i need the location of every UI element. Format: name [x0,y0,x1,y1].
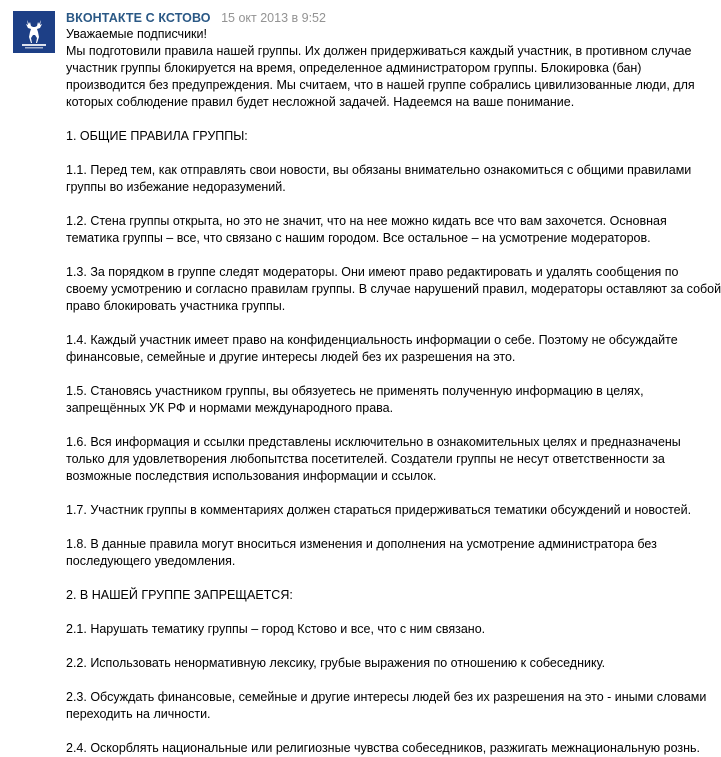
rule-line: 1.6. Вся информация и ссылки представлены исключительно в ознакомительных целях и предназначены [66,435,681,449]
group-avatar[interactable] [13,11,55,53]
intro-line: Мы подготовили правила нашей группы. Их должен придерживаться каждый участник, в противном случае [66,44,692,58]
intro-line: которых соблюдение правил будет несложной задачей. Надеемся на ваше понимание. [66,95,575,109]
intro-line: производится без предупреждения. Мы считаем, что в нашей группе собрались цивилизованные люди, для [66,78,695,92]
post-header [66,10,326,26]
section-title-general-rules: 1. ОБЩИЕ ПРАВИЛА ГРУППЫ: [66,129,248,143]
rule-line: переходить на личности. [66,707,211,721]
rule-line: запрещённых УК РФ и нормами международного права. [66,401,394,415]
rule-line: право блокировать участника группы. [66,299,286,313]
rule-line: только для удовлетворения любопытства посетителей. Создатели группы не несут ответственности за [66,452,665,466]
intro-paragraph [66,43,695,111]
rule-2-2 [66,655,666,672]
rule-2-1 [66,621,666,638]
rule-line: 1.5. Становясь участником группы, вы обязуетесь не применять полученную информацию в целях, [66,384,644,398]
section-title-prohibited: 2. В НАШЕЙ ГРУППЕ ЗАПРЕЩАЕТСЯ: [66,588,293,602]
rule-line: своему усмотрению и согласно правилам группы. В случае нарушений правил, модераторы оставляют за собой [66,282,721,296]
rule-line: группы во избежание недоразумений. [66,180,286,194]
rule-1-8 [66,536,666,570]
rule-1-5 [66,383,666,417]
deer-emblem-icon [13,11,55,53]
rule-line: 1.3. За порядком в группе следят модераторы. Они имеют право редактировать и удалять сообщения по [66,265,679,279]
rule-line: возможные последствия использования информации и ссылок. [66,469,437,483]
rule-1-6 [66,434,681,485]
rule-line: 2.2. Использовать ненормативную лексику, грубые выражения по отношению к собеседнику. [66,656,606,670]
rule-line: 1.1. Перед тем, как отправлять свои новости, вы обязаны внимательно ознакомиться с общими правилами [66,163,692,177]
rule-line: 2.1. Нарушать тематику группы – город Кстово и все, что с ним связано. [66,622,486,636]
rule-line: 1.4. Каждый участник имеет право на конфиденциальность информации о себе. Поэтому не обсуждайте [66,333,678,347]
rule-line: тематика группы – все, что связано с нашим городом. Все остальное – на усмотрение модераторов. [66,231,651,245]
intro-line: участник группы блокируется на время, определенное администратором группы. Блокировка (бан) [66,61,642,75]
rule-1-3 [66,264,721,315]
rule-line: последующего уведомления. [66,554,236,568]
rule-line: 1.7. Участник группы в комментариях должен стараться придерживаться тематики обсуждений и новостей. [66,503,692,517]
rule-2-4 [66,740,700,757]
author-link[interactable]: ВКОНТАКТЕ С КСТОВО [66,11,211,25]
rule-2-3 [66,689,707,723]
rule-1-2 [66,213,666,247]
rule-line: финансовые, семейные и другие интересы людей без их разрешения на это. [66,350,516,364]
rule-line: 2.4. Оскорблять национальные или религиозные чувства собеседников, разжигать межнациональную рознь. [66,741,700,755]
rule-1-4 [66,332,678,366]
rule-1-7 [66,502,692,519]
rule-line: 1.2. Стена группы открыта, но это не значит, что на нее можно кидать все что вам захочется. Основная [66,214,667,228]
rule-1-1 [66,162,692,196]
rule-line: 2.3. Обсуждать финансовые, семейные и другие интересы людей без их разрешения на это - иными словами [66,690,707,704]
post-date[interactable]: 15 окт 2013 в 9:52 [221,11,326,25]
greeting: Уважаемые подписчики! [66,27,207,41]
rule-line: 1.8. В данные правила могут вноситься изменения и дополнения на усмотрение администратора без [66,537,657,551]
post-body [66,26,721,757]
